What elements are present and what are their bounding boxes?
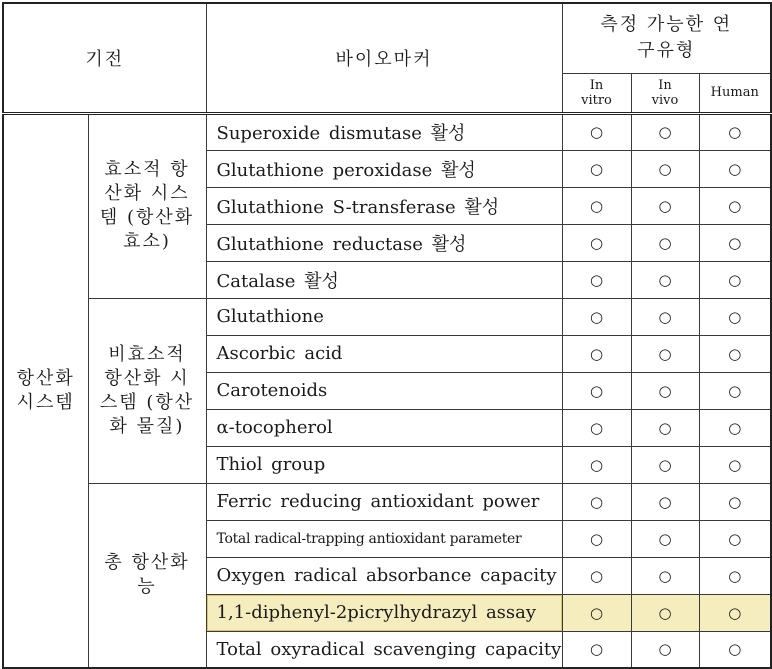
mark-human: ○ [699, 446, 771, 483]
mark-invivo: ○ [631, 520, 699, 557]
mark-human: ○ [699, 150, 771, 187]
mark-invitro: ○ [562, 631, 631, 668]
header-study-type [562, 3, 771, 73]
biomarker-cell: Glutathione [206, 298, 562, 335]
mark-invivo: ○ [631, 557, 699, 594]
header-invivo [631, 73, 699, 113]
category-total-text: 총 항산화능 [104, 552, 190, 598]
table-row [3, 298, 771, 335]
biomarker-cell: Total oxyradical scavenging capacity [206, 631, 562, 668]
biomarker-cell: Glutathione peroxidase 활성 [206, 150, 562, 187]
mark-human: ○ [699, 261, 771, 298]
mark-human: ○ [699, 335, 771, 372]
mark-invitro: ○ [562, 113, 631, 150]
mark-invivo: ○ [631, 113, 699, 150]
biomarker-cell: Catalase 활성 [206, 261, 562, 298]
mark-invivo: ○ [631, 631, 699, 668]
mark-human: ○ [699, 298, 771, 335]
biomarker-cell: α-tocopherol [206, 409, 562, 446]
mark-invivo: ○ [631, 150, 699, 187]
header-invitro-text: In vitro [581, 77, 612, 108]
mark-invivo: ○ [631, 594, 699, 631]
header-study-type-text: 측정 가능한 연구유형 [600, 14, 733, 62]
header-human: Human [699, 73, 771, 113]
mark-invivo: ○ [631, 446, 699, 483]
table-row [3, 113, 771, 150]
mark-human: ○ [699, 187, 771, 224]
mark-invivo: ○ [631, 483, 699, 520]
mark-human: ○ [699, 557, 771, 594]
mark-invitro: ○ [562, 335, 631, 372]
mark-human: ○ [699, 483, 771, 520]
mark-invitro: ○ [562, 557, 631, 594]
group-label-text: 항산화 시스템 [16, 367, 75, 413]
mark-invitro: ○ [562, 224, 631, 261]
header-invivo-text: In vivo [651, 77, 679, 108]
biomarker-cell: Superoxide dismutase 활성 [206, 113, 562, 150]
header-biomarker: 바이오마커 [206, 3, 562, 113]
mark-invivo: ○ [631, 335, 699, 372]
category-enzymatic-text: 효소적 항산화 시스템 (항산화효소) [99, 159, 195, 252]
mark-invitro: ○ [562, 446, 631, 483]
mark-human: ○ [699, 594, 771, 631]
mark-invitro: ○ [562, 409, 631, 446]
mark-invivo: ○ [631, 224, 699, 261]
mark-invitro: ○ [562, 372, 631, 409]
mark-human: ○ [699, 409, 771, 446]
category-enzymatic [88, 113, 206, 298]
mark-human: ○ [699, 224, 771, 261]
mark-invitro: ○ [562, 594, 631, 631]
mark-human: ○ [699, 631, 771, 668]
mark-invitro: ○ [562, 520, 631, 557]
mark-invivo: ○ [631, 409, 699, 446]
biomarker-cell: 1,1-diphenyl-2picrylhydrazyl assay [206, 594, 562, 631]
category-nonenzymatic [88, 298, 206, 483]
group-label [3, 113, 88, 668]
table-row [3, 483, 771, 520]
biomarker-cell: Ferric reducing antioxidant power [206, 483, 562, 520]
mark-invitro: ○ [562, 298, 631, 335]
biomarker-table [2, 2, 772, 669]
mark-invitro: ○ [562, 483, 631, 520]
biomarker-cell: Oxygen radical absorbance capacity [206, 557, 562, 594]
mark-invivo: ○ [631, 261, 699, 298]
category-total [88, 483, 206, 668]
mark-invitro: ○ [562, 150, 631, 187]
mark-invivo: ○ [631, 187, 699, 224]
biomarker-cell: Total radical-trapping antioxidant parameter [206, 520, 562, 557]
category-nonenzymatic-text: 비효소적 항산화 시스템 (항산화 물질) [99, 343, 195, 437]
mark-human: ○ [699, 372, 771, 409]
mark-invivo: ○ [631, 298, 699, 335]
biomarker-cell: Carotenoids [206, 372, 562, 409]
mark-human: ○ [699, 520, 771, 557]
biomarker-cell: Thiol group [206, 446, 562, 483]
biomarker-cell: Glutathione S-transferase 활성 [206, 187, 562, 224]
mark-invitro: ○ [562, 187, 631, 224]
mark-invivo: ○ [631, 372, 699, 409]
header-invitro [562, 73, 631, 113]
biomarker-cell: Ascorbic acid [206, 335, 562, 372]
biomarker-cell: Glutathione reductase 활성 [206, 224, 562, 261]
header-mechanism: 기전 [3, 3, 206, 113]
mark-human: ○ [699, 113, 771, 150]
mark-invitro: ○ [562, 261, 631, 298]
